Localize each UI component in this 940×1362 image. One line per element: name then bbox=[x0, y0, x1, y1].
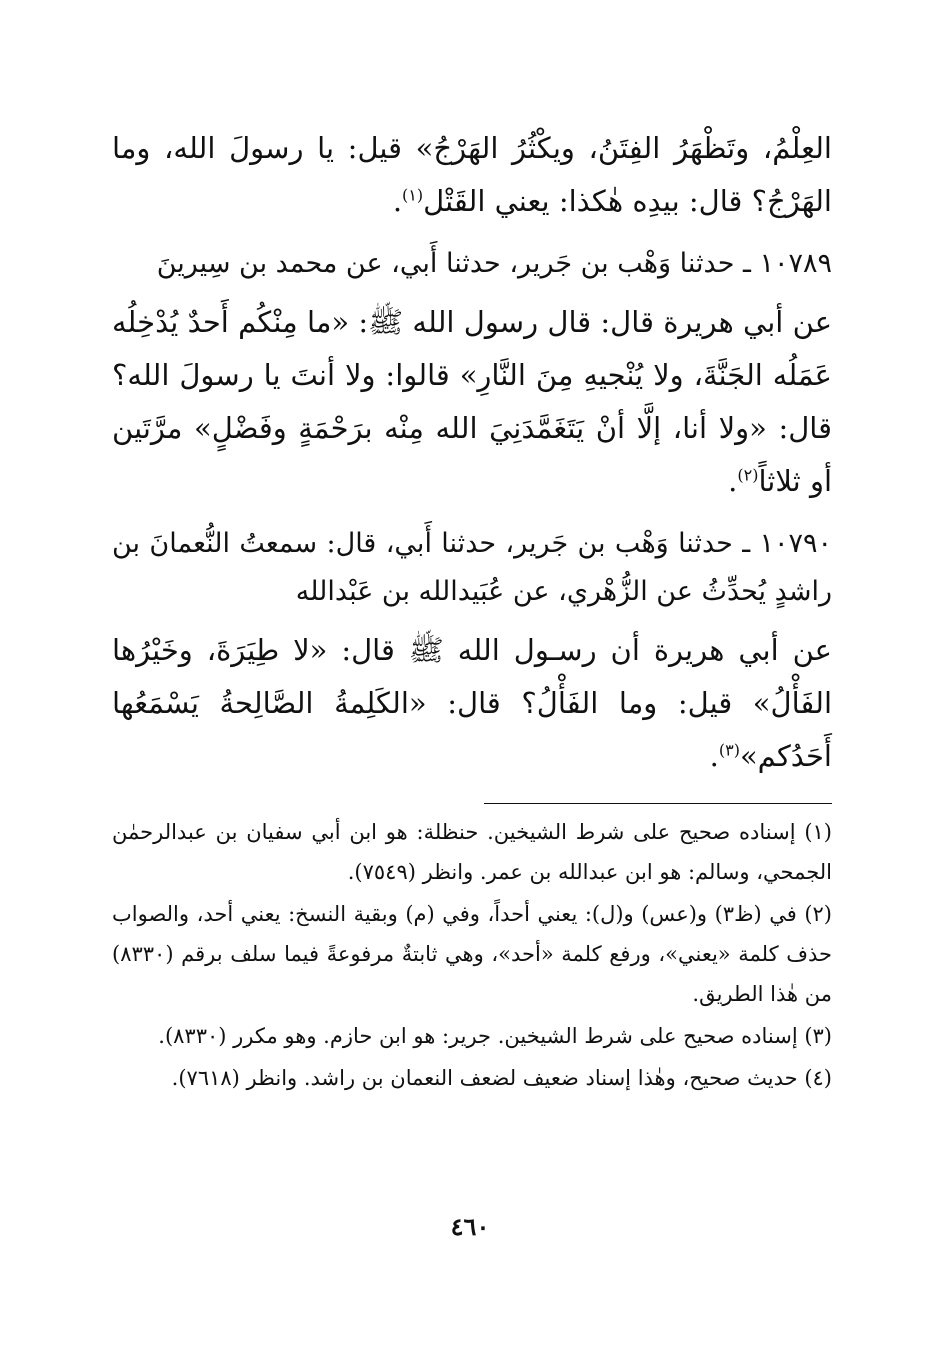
hadith-10790-end: . bbox=[709, 739, 719, 773]
hadith-10790-isnad: ١٠٧٩٠ ـ حدثنا وَهْب بن جَرير، حدثنا أَبي، قال: سمعتُ النُّعمانَ بن راشدٍ يُحدِّثُ عن الزُّهْري، عن عُبَيدالله بن عَبْدالله bbox=[112, 528, 832, 607]
hadith-10789-matn bbox=[112, 296, 832, 508]
hadith-10789-end: . bbox=[728, 464, 738, 498]
page-content bbox=[112, 122, 832, 1100]
hadith-10790-text: عن أبي هريرة أن رسـول الله ﷺ قال: «لا طِيَرَةَ، وخَيْرُها الفَأْلُ» قيل: وما الفَأْلُ؟ قال: «الكَلِمةُ الصَّالِحةُ يَسْمَعُها أَحَدُكم» bbox=[112, 633, 832, 773]
footnote-1: (١) إسناده صحيح على شرط الشيخين. حنظلة: هو ابن أبي سفيان بن عبدالرحمٰن الجمحي، وسالم: هو ابن عبدالله بن عمر. وانظر (٧٥٤٩). bbox=[112, 820, 832, 884]
continuation-paragraph bbox=[112, 122, 832, 228]
footnote-4: (٤) حديث صحيح، وهٰذا إسناد ضعيف لضعف النعمان بن راشد. وانظر (٧٦١٨). bbox=[171, 1066, 832, 1090]
continuation-text: العِلْمُ، وتَظْهَرُ الفِتَنُ، ويكْثُرُ الهَرْجُ» قيل: يا رسولَ الله، وما الهَرْجُ؟ قال: بيدِه هٰكذا: يعني القَتْل bbox=[112, 131, 832, 218]
hadith-10789-text: عن أبي هريرة قال: قال رسول الله ﷺ: «ما مِنْكُم أَحدٌ يُدْخِلُه عَمَلُه الجَنَّةَ، ولا يُنْجيهِ مِنَ النَّارِ» قالوا: ولا أنتَ يا رسولَ الله؟ قال: «ولا أنا، إلَّا أنْ يَتَغَمَّدَنِيَ الله مِنْه برَحْمَةٍ وفَضْلٍ» مرَّتَين أو ثلاثاً bbox=[112, 305, 832, 498]
page-number: ٤٦٠ bbox=[450, 1212, 490, 1241]
hadith-10790-matn bbox=[112, 624, 832, 783]
footnote-ref-2[interactable]: (٢) bbox=[737, 465, 759, 485]
footnote-ref-1[interactable]: (١) bbox=[402, 185, 424, 205]
footnote-ref-3[interactable]: (٣) bbox=[718, 740, 740, 760]
footnote-2: (٢) في (ظ٣) و(عس) و(ل): يعني أحداً، وفي (م) وبقية النسخ: يعني أحد، والصواب حذف كلمة «يعني»، ورفع كلمة «أحد»، وهي ثابتةٌ مرفوعةً فيما سلف برقم (٨٣٣٠) من هٰذا الطريق. bbox=[112, 902, 832, 1006]
footnote-3: (٣) إسناده صحيح على شرط الشيخين. جرير: هو ابن حازم. وهو مكرر (٨٣٣٠). bbox=[158, 1024, 832, 1048]
hadith-10789-isnad: ١٠٧٨٩ ـ حدثنا وَهْب بن جَرير، حدثنا أَبي، عن محمد بن سِيرينَ bbox=[156, 248, 832, 279]
continuation-end: . bbox=[392, 184, 403, 218]
footnote-divider bbox=[484, 803, 832, 804]
footnotes-section bbox=[112, 812, 832, 1098]
